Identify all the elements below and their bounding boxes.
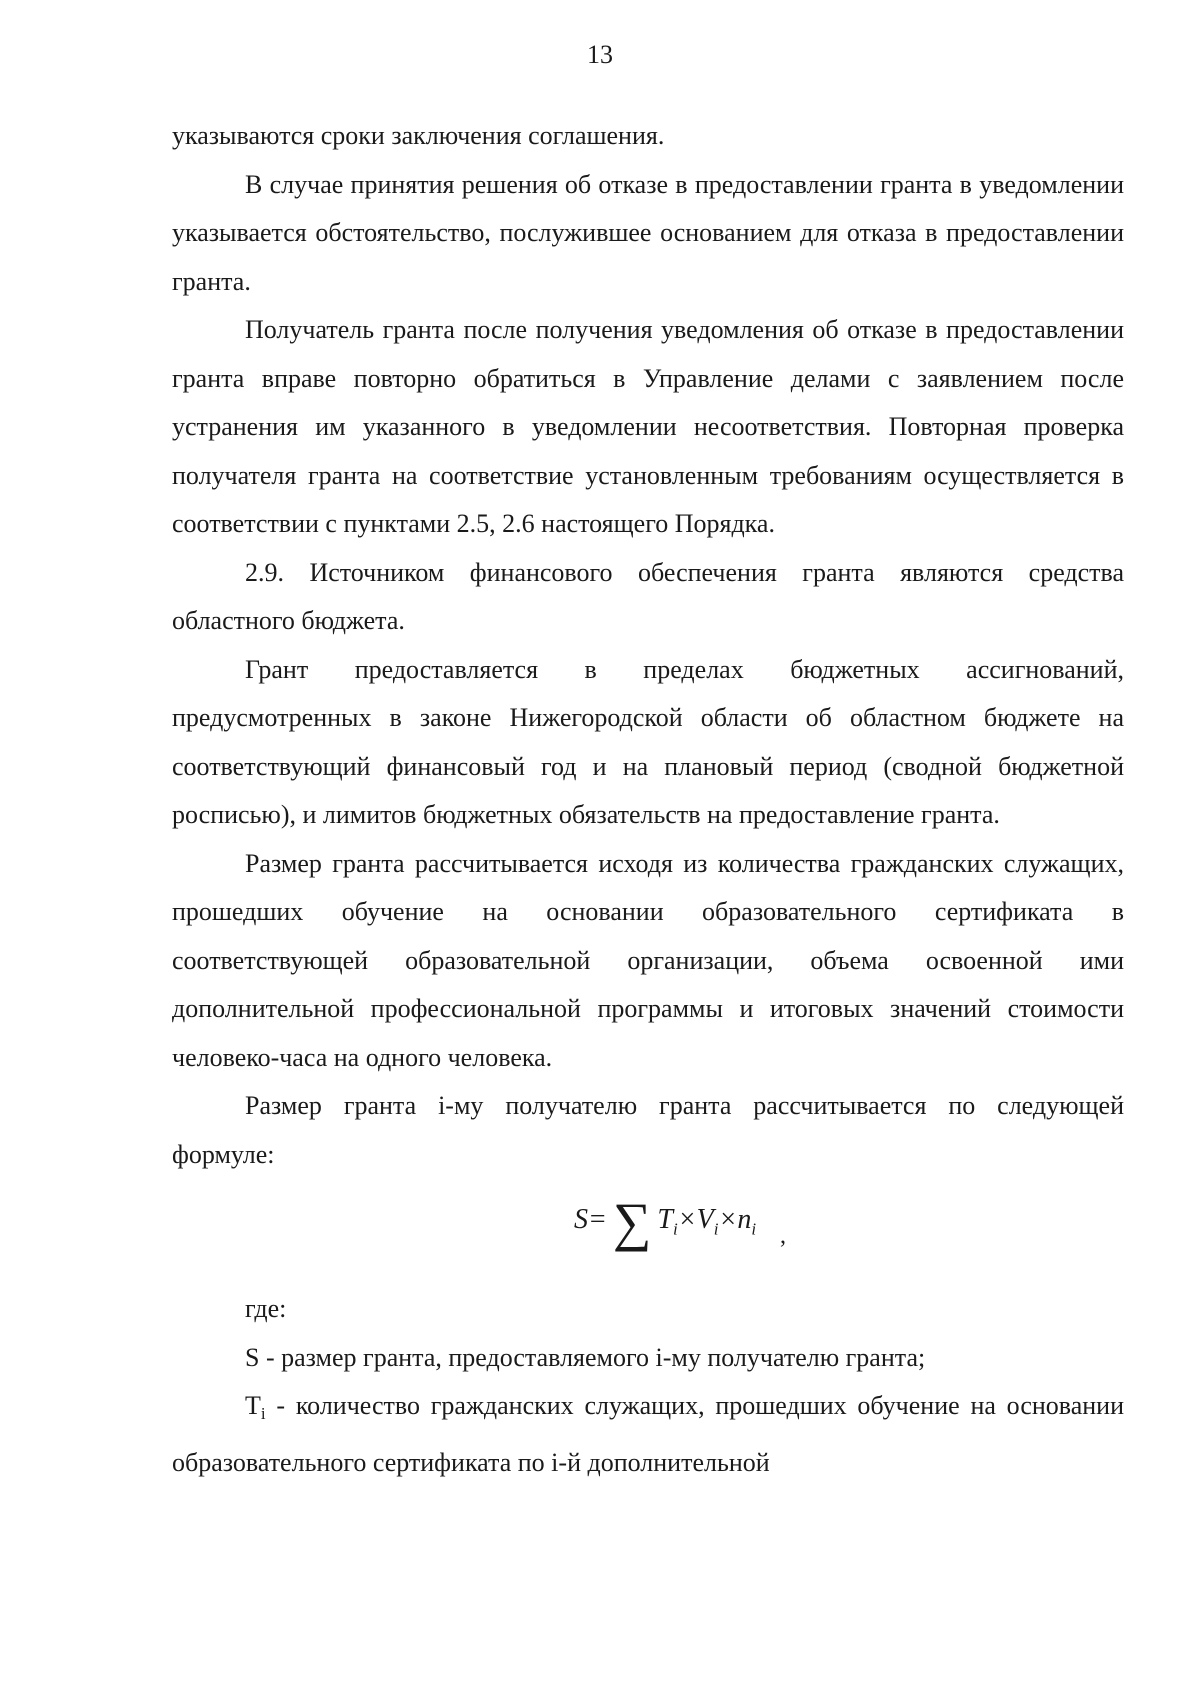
formula-v: V: [696, 1204, 714, 1235]
page-number: 13: [587, 40, 613, 69]
formula-n: n: [737, 1204, 752, 1235]
paragraph: указываются сроки заключения соглашения.: [172, 121, 665, 150]
formula-expression: [574, 1191, 756, 1253]
sum-symbol: ∑: [612, 1192, 652, 1252]
definition-t-symbol: T: [245, 1391, 261, 1420]
formula-n-index: i: [751, 1219, 757, 1239]
definition-s: S - размер гранта, предоставляемого i-му получателю гранта;: [245, 1342, 926, 1372]
definition-t-text: - количество гражданских служащих, прошедших обучение на основании образовательного сертификата по i-й дополнительной: [172, 1391, 1124, 1477]
formula-equals: =: [588, 1204, 607, 1235]
formula-comma: ,: [780, 1223, 786, 1249]
definition-t: [172, 1382, 1124, 1487]
definition-t-index: i: [260, 1404, 266, 1423]
formula-times-1: ×: [677, 1204, 697, 1235]
grant-formula: [172, 1183, 1124, 1279]
document-body: [172, 112, 1124, 1487]
formula-v-index: i: [713, 1219, 719, 1239]
formula-t-index: i: [672, 1219, 678, 1239]
where-label: где:: [245, 1294, 287, 1323]
paragraph: Размер гранта i-му получателю гранта рассчитывается по следующей формуле:: [172, 1091, 1124, 1169]
formula-t: T: [657, 1204, 673, 1235]
paragraph: Получатель гранта после получения уведомления об отказе в предоставлении гранта вправе повторно обратиться в Управление делами с заявлением после устранения им указанного в уведомлении несоответствия. Повторная проверка получателя гранта на соответствие установленным требованиям осуществляется в соответствии с пунктами 2.5, 2.6 настоящего Порядка.: [172, 315, 1124, 538]
paragraph: В случае принятия решения об отказе в предоставлении гранта в уведомлении указывается обстоятельство, послужившее основанием для отказа в предоставлении гранта.: [172, 169, 1124, 296]
paragraph: Размер гранта рассчитывается исходя из количества гражданских служащих, прошедших обучение на основании образовательного сертификата в соответствующей образовательной организации, объема освоенной ими дополнительной профессиональной программы и итоговых значений стоимости человеко-часа на одного человека.: [172, 848, 1124, 1072]
formula-times-2: ×: [718, 1204, 738, 1235]
paragraph: 2.9. Источником финансового обеспечения гранта являются средства областного бюджета.: [172, 557, 1124, 635]
formula-lhs: S: [574, 1204, 588, 1235]
paragraph: Грант предоставляется в пределах бюджетных ассигнований, предусмотренных в законе Нижегородской области об областном бюджете на соответствующий финансовый год и на плановый период (сводной бюджетной росписью), и лимитов бюджетных обязательств на предоставление гранта.: [172, 654, 1124, 829]
